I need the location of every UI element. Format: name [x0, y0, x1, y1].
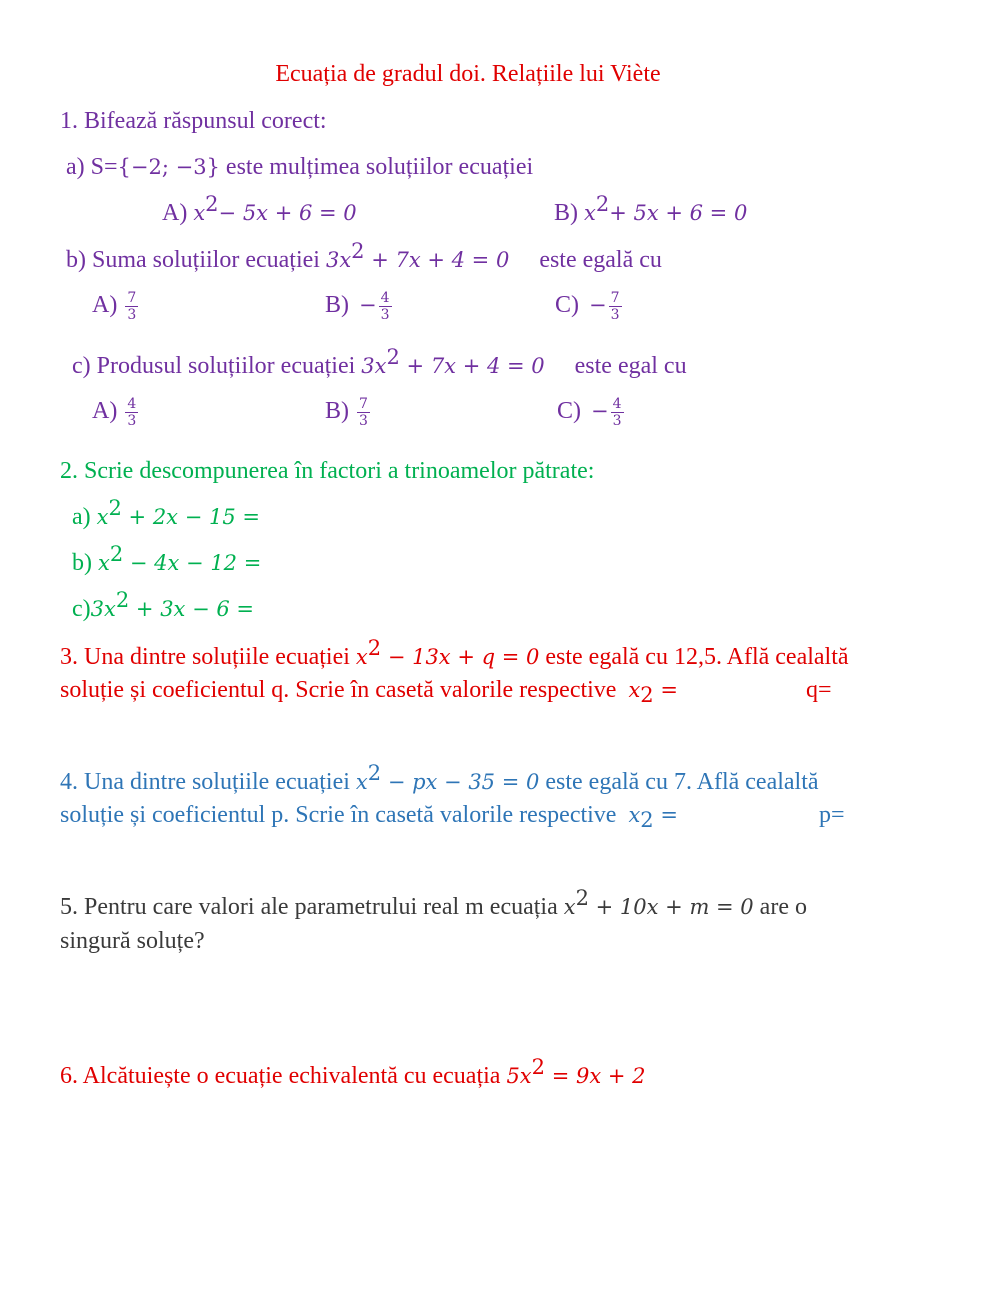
- q1c-eq-exp: 2: [386, 345, 400, 369]
- q1b-option-b-num: 4: [380, 290, 390, 306]
- q1c-option-b-fraction: [357, 396, 370, 429]
- q1c-option-b-den: 3: [359, 413, 368, 430]
- q1c-option-a-den: 3: [127, 413, 137, 430]
- q2b-label: b): [72, 550, 98, 576]
- q1c-eq-tail: + 7x + 4 = 0: [399, 354, 545, 378]
- q6-eq-tail: = 9x + 2: [545, 1064, 646, 1088]
- q3-eq-exp: 2: [367, 636, 382, 660]
- q1b-eq-tail: + 7x + 4 = 0: [364, 248, 510, 272]
- q1c-option-a-label: A): [92, 398, 124, 425]
- q4-post: este egală cu 7. Află cealaltă: [539, 769, 819, 795]
- q2c-lead: 3x: [90, 597, 116, 621]
- q1b-option-c-num: 7: [610, 290, 620, 306]
- q5-pre: 5. Pentru care valori ale parametrului real m ecuația: [60, 894, 564, 920]
- q4-p-label: p=: [819, 802, 845, 828]
- q1b-option-c-label: C): [555, 292, 585, 319]
- q2a-exp: 2: [108, 496, 122, 520]
- q3-q-label: q=: [806, 677, 832, 703]
- q2a-tail: + 2x − 15 =: [121, 505, 260, 529]
- q4-line1: [60, 761, 819, 797]
- q1a-option-a-var: x: [193, 201, 206, 225]
- q1c-option-b[interactable]: [325, 396, 370, 429]
- q1c-option-c[interactable]: [557, 396, 624, 429]
- q1a-option-a-exp: 2: [205, 192, 219, 216]
- q3-eq-var: x: [355, 645, 368, 669]
- q1b-option-c-sign: −: [589, 293, 607, 318]
- q1a-option-b[interactable]: [554, 192, 748, 228]
- q2a-expression: [72, 496, 260, 532]
- q2b-tail: − 4x − 12 =: [123, 551, 262, 575]
- q1c-option-c-fraction: [611, 396, 624, 429]
- q3-line2-text: soluție și coeficientul q. Scrie în casetă valorile respective: [60, 677, 617, 703]
- q2c-exp: 2: [115, 588, 130, 612]
- q1b-option-b-sign: −: [359, 293, 377, 318]
- q1b-option-a-fraction: [125, 290, 138, 323]
- q2b-lead: x: [98, 551, 110, 575]
- q1a-statement: [66, 153, 533, 182]
- q5-line1: [60, 886, 807, 922]
- q1c-option-c-den: 3: [612, 413, 622, 430]
- q1a-text: este mulțimea soluțiilor ecuației: [219, 154, 534, 180]
- q1b-statement: [66, 239, 662, 275]
- q1b-option-c-den: 3: [610, 307, 620, 324]
- q1b-option-b-den: 3: [380, 307, 390, 324]
- q3-post: este egală cu 12,5. Află cealaltă: [539, 644, 849, 670]
- q1a-option-a-label: A): [162, 200, 194, 226]
- q6-eq-lead: 5x: [506, 1064, 532, 1088]
- q1c-option-a-fraction: [125, 396, 138, 429]
- q3-eq-tail: − 13x + q = 0: [381, 645, 540, 669]
- q5-eq-var: x: [563, 895, 576, 919]
- q2c-tail: + 3x − 6 =: [129, 597, 254, 621]
- q1a-option-b-var: x: [584, 201, 596, 225]
- q6-pre: 6. Alcătuiește o ecuație echivalentă cu ecuația: [60, 1063, 507, 1089]
- q5-post: are o: [753, 894, 807, 920]
- q1c-option-c-sign: −: [591, 399, 609, 424]
- q1b-text: b) Suma soluțiilor ecuației: [66, 247, 326, 273]
- q1b-option-a-den: 3: [127, 307, 137, 324]
- q4-line2-text: soluție și coeficientul p. Scrie în casetă valorile respective: [60, 802, 617, 828]
- q3-line1: [60, 636, 849, 672]
- q4-x2-label: [628, 802, 678, 832]
- q1b-option-a[interactable]: [92, 290, 138, 323]
- q1a-option-a-math: − 5x + 6 = 0: [218, 201, 357, 225]
- q1b-eq-exp: 2: [351, 239, 365, 263]
- q1c-option-a[interactable]: [92, 396, 138, 429]
- page-title: Ecuația de gradul doi. Relațiile lui Viète: [275, 61, 661, 87]
- q1a-option-a[interactable]: [162, 192, 357, 228]
- q4-eq-tail: − px − 35 = 0: [381, 770, 540, 794]
- q1c-after: este egal cu: [574, 353, 687, 379]
- q3-line2: [60, 676, 678, 705]
- q1b-option-c[interactable]: [555, 290, 622, 323]
- q3-pre: 3. Una dintre soluțiile ecuației: [60, 644, 356, 670]
- q3-x2-sub: 2: [640, 683, 654, 707]
- q1a-option-b-math: + 5x + 6 = 0: [609, 201, 748, 225]
- q5-line2: singură soluțe?: [60, 928, 205, 954]
- q2c-label: c): [72, 596, 91, 622]
- q4-x2-eq: =: [653, 803, 678, 827]
- q1a-set: {−2; −3}: [117, 155, 220, 179]
- q1c-option-c-num: 4: [612, 396, 622, 412]
- q1-heading: 1. Bifează răspunsul corect:: [60, 108, 327, 134]
- q1a-prefix: a) S=: [66, 154, 118, 180]
- q1c-text: c) Produsul soluțiilor ecuației: [72, 353, 362, 379]
- q4-pre: 4. Una dintre soluțiile ecuației: [60, 769, 356, 795]
- q1c-option-b-label: B): [325, 398, 355, 425]
- q1b-option-c-fraction: [609, 290, 622, 323]
- q1b-eq-lead: 3x: [325, 248, 352, 272]
- q4-x2-var: x: [628, 803, 641, 827]
- q1b-option-b[interactable]: [325, 290, 392, 323]
- q4-eq-exp: 2: [367, 761, 382, 785]
- q1c-option-c-label: C): [557, 398, 587, 425]
- q1c-statement: [72, 345, 687, 381]
- q4-line2: [60, 801, 678, 830]
- q1c-option-b-num: 7: [359, 396, 368, 412]
- q2a-lead: x: [96, 505, 109, 529]
- q1b-option-a-label: A): [92, 292, 124, 319]
- q1a-option-b-label: B): [554, 200, 584, 226]
- q4-x2-sub: 2: [640, 808, 654, 832]
- q4-eq-var: x: [355, 770, 368, 794]
- q6-eq-exp: 2: [531, 1055, 546, 1079]
- q1c-option-a-num: 4: [127, 396, 137, 412]
- q2a-label: a): [72, 504, 97, 530]
- q1b-option-a-num: 7: [127, 290, 137, 306]
- q1c-eq-lead: 3x: [361, 354, 387, 378]
- q2c-expression: [72, 588, 254, 624]
- q2b-expression: [72, 542, 262, 578]
- q1b-option-b-fraction: [379, 290, 392, 323]
- q5-eq-tail: + 10x + m = 0: [588, 895, 754, 919]
- q1b-after: este egală cu: [539, 247, 662, 273]
- q3-x2-label: [628, 677, 678, 707]
- q2b-exp: 2: [109, 542, 124, 566]
- q3-x2-var: x: [628, 678, 641, 702]
- q6-line: [60, 1055, 646, 1091]
- q5-eq-exp: 2: [575, 886, 589, 910]
- q1b-option-b-label: B): [325, 292, 355, 319]
- q2-heading: 2. Scrie descompunerea în factori a trinoamelor pătrate:: [60, 458, 595, 484]
- q1a-option-b-exp: 2: [595, 192, 610, 216]
- q3-x2-eq: =: [653, 678, 678, 702]
